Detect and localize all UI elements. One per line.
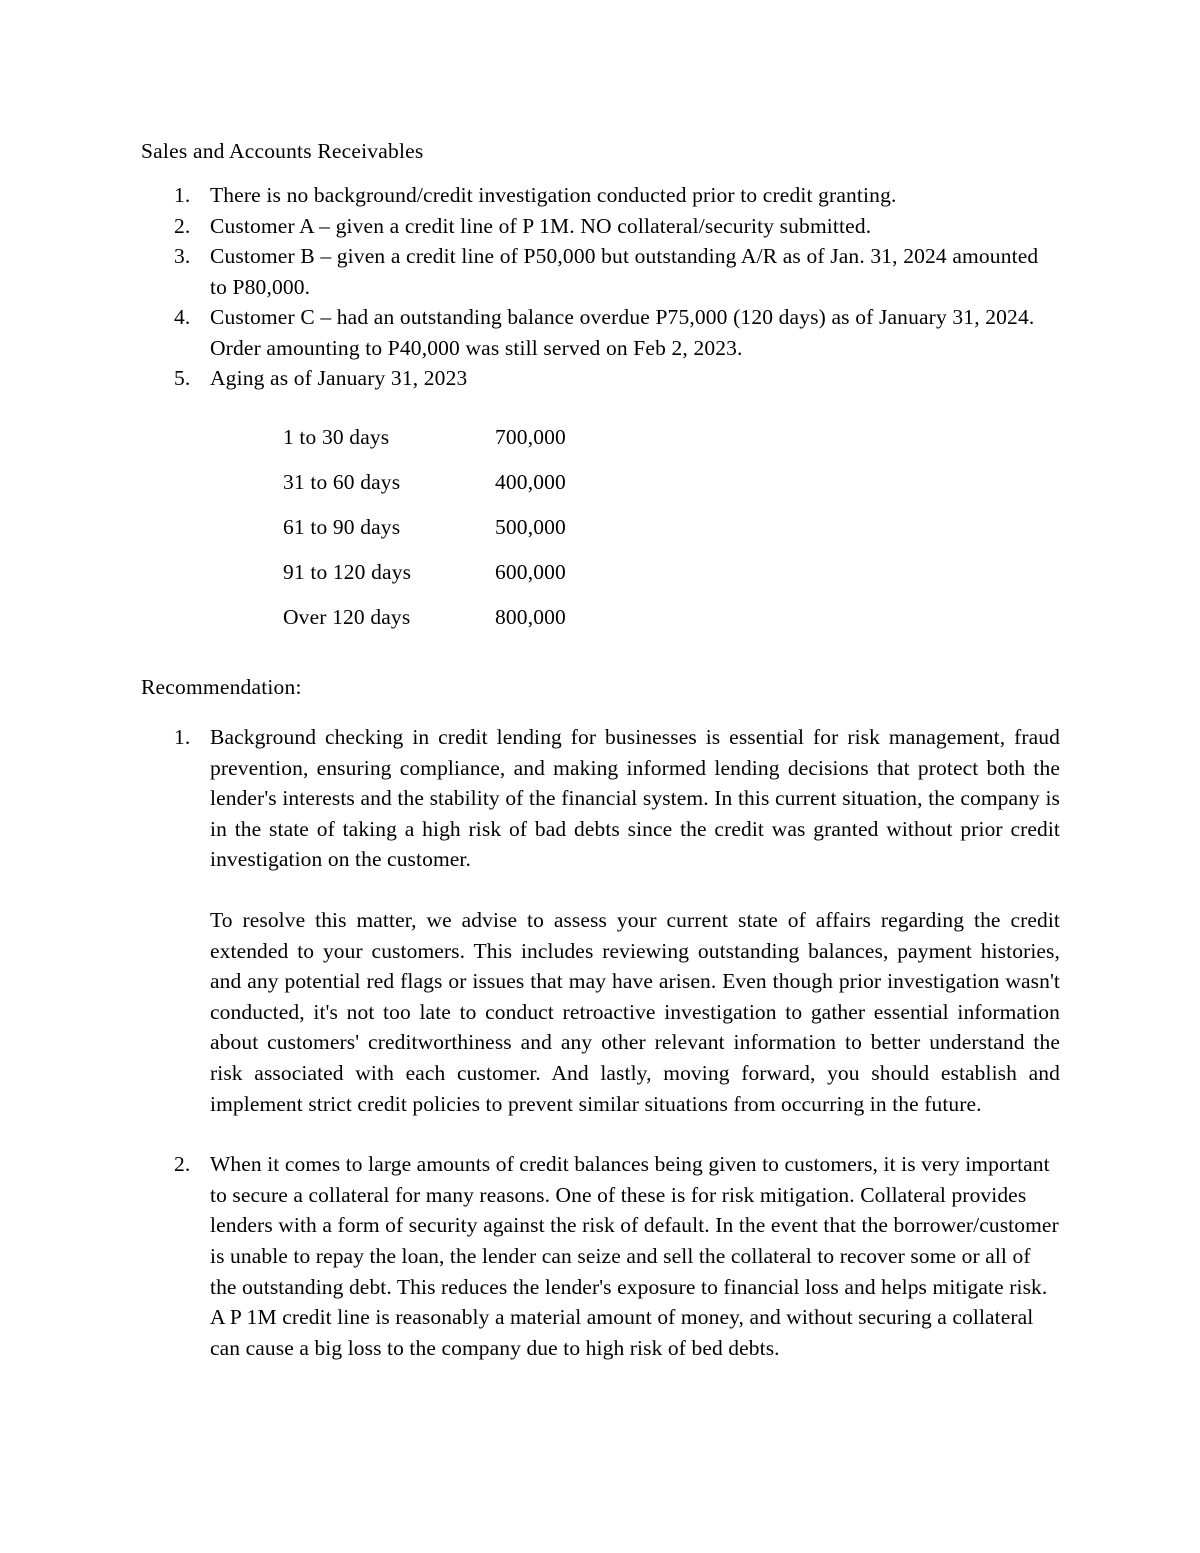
recommendation-heading: Recommendation: <box>141 675 302 699</box>
list-item <box>141 241 1060 302</box>
list-item-text: Customer A – given a credit line of P 1M. NO collateral/security submitted. <box>210 213 872 238</box>
recommendation-paragraph: To resolve this matter, we advise to assess your current state of affairs regarding the credit extended to your customers. This includes reviewing outstanding balances, payment histories, and any potential red flags or issues that may have arisen. Even though prior investigation wasn't conducted, it's not too late to conduct retroactive investigation to gather essential information about customers' creditworthiness and any other relevant information to better understand the risk associated with each customer. And lastly, moving forward, you should establish and implement strict credit policies to prevent similar situations from occurring in the future. <box>210 907 1060 1116</box>
page-title: Sales and Accounts Receivables <box>141 139 424 163</box>
list-marker: 1. <box>174 183 191 207</box>
table-row <box>283 557 675 602</box>
list-marker: 4. <box>174 305 191 329</box>
list-item-text: There is no background/credit investigation conducted prior to credit granting. <box>210 183 897 207</box>
aging-bucket-amount: 800,000 <box>495 604 566 629</box>
aging-bucket-amount: 700,000 <box>495 424 566 449</box>
recommendation-list <box>141 722 1060 1363</box>
aging-table <box>283 422 675 647</box>
aging-bucket-amount: 600,000 <box>495 559 566 584</box>
list-marker: 1. <box>174 725 191 749</box>
list-item <box>141 363 1060 394</box>
aging-bucket-label: 1 to 30 days <box>283 424 390 449</box>
findings-list <box>141 180 1060 394</box>
table-row <box>283 602 675 647</box>
list-marker: 2. <box>174 1152 191 1177</box>
list-item <box>141 1149 1060 1363</box>
recommendation-paragraph: When it comes to large amounts of credit balances being given to customers, it is very important to secure a collateral for many reasons. One of these is for risk mitigation. Collateral provides lenders with a form of security against the risk of default. In the event that the borrower/customer is unable to repay the loan, the lender can seize and sell the collateral to recover some or all of the outstanding debt. This reduces the lender's exposure to financial loss and helps mitigate risk. A P 1M credit line is reasonably a material amount of money, and without securing a collateral can cause a big loss to the company due to high risk of bed debts. <box>210 1152 1059 1360</box>
list-item <box>141 302 1060 363</box>
aging-bucket-amount: 400,000 <box>495 469 566 494</box>
list-marker: 5. <box>174 366 191 390</box>
list-item <box>141 211 1060 242</box>
list-item <box>141 722 1060 1119</box>
list-item-text: Customer B – given a credit line of P50,000 but outstanding A/R as of Jan. 31, 2024 amounted to P80,000. <box>210 244 1039 299</box>
aging-bucket-label: 61 to 90 days <box>283 514 401 539</box>
list-item-text: Customer C – had an outstanding balance overdue P75,000 (120 days) as of January 31, 2024. Order amounting to P40,000 was still served on Feb 2, 2023. <box>210 305 1035 360</box>
aging-bucket-label: 91 to 120 days <box>283 559 412 584</box>
recommendation-paragraph: Background checking in credit lending for businesses is essential for risk management, fraud prevention, ensuring compliance, and making informed lending decisions that protect both the lender's interests and the stability of the financial system. In this current situation, the company is in the state of taking a high risk of bad debts since the credit was granted without prior credit investigation on the customer. <box>210 725 1060 872</box>
document-body <box>141 136 1060 647</box>
aging-bucket-label: Over 120 days <box>283 604 411 629</box>
table-row <box>283 467 675 512</box>
aging-bucket-amount: 500,000 <box>495 514 566 539</box>
list-item <box>141 180 1060 211</box>
list-marker: 3. <box>174 244 191 268</box>
aging-bucket-label: 31 to 60 days <box>283 469 401 494</box>
table-row <box>283 422 675 467</box>
list-marker: 2. <box>174 213 191 238</box>
table-row <box>283 512 675 557</box>
list-item-text: Aging as of January 31, 2023 <box>210 366 468 390</box>
